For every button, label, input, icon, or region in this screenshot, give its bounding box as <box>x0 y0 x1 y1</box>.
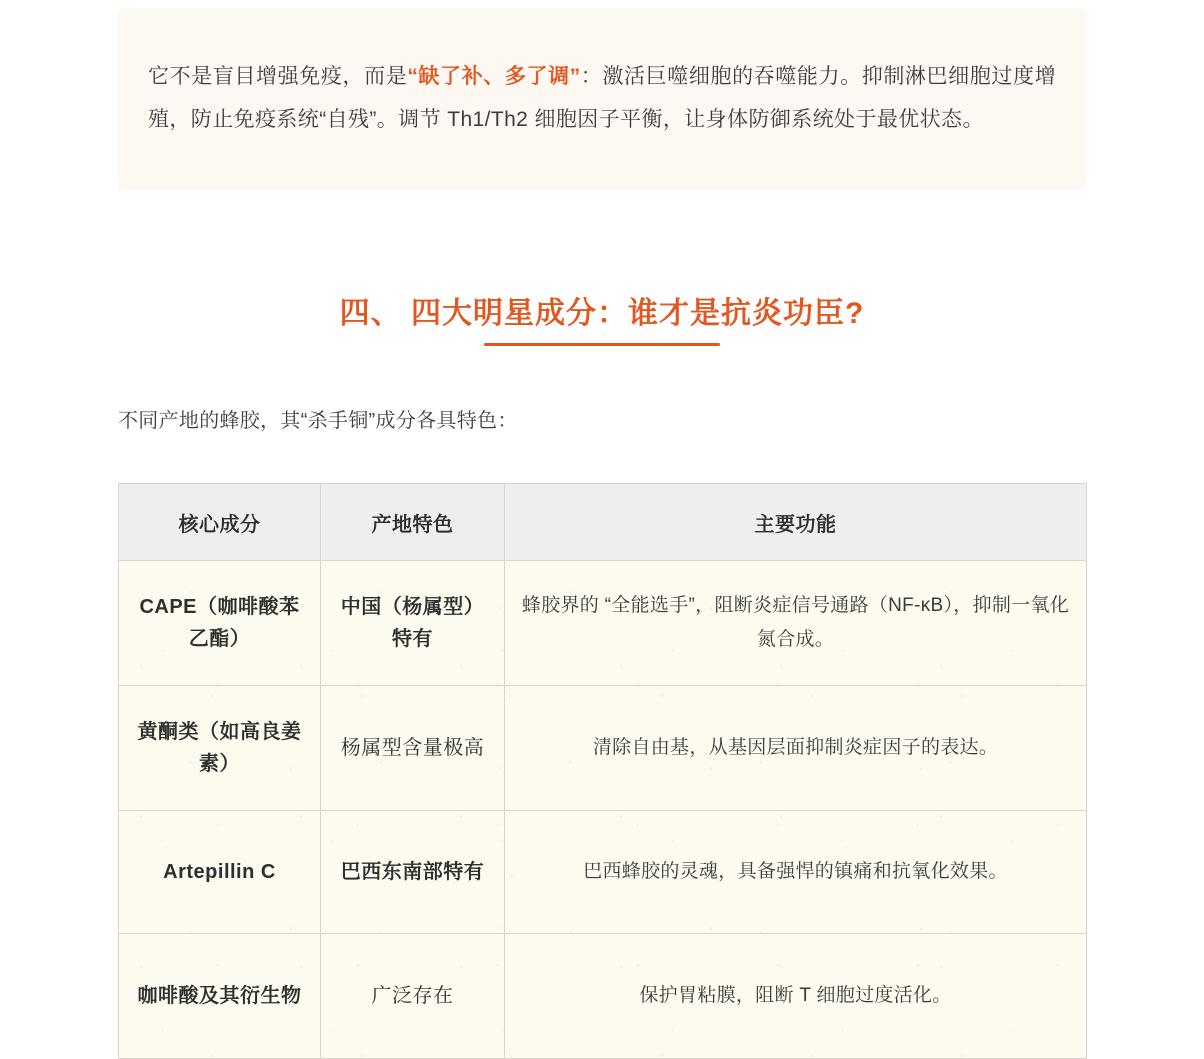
cell-function: 巴西蜂胶的灵魂，具备强悍的镇痛和抗氧化效果。 <box>505 811 1087 934</box>
column-header-function: 主要功能 <box>505 484 1087 561</box>
section-heading-underline <box>484 343 720 346</box>
intro-paragraph <box>148 55 1056 141</box>
intro-callout <box>118 8 1086 190</box>
table-body <box>119 561 1087 1059</box>
cell-origin: 中国（杨属型）特有 <box>321 561 505 686</box>
intro-highlight-phrase: “缺了补、多了调” <box>407 65 581 88</box>
column-header-core-ingredient: 核心成分 <box>119 484 321 561</box>
table-row <box>119 561 1087 686</box>
cell-function: 清除自由基，从基因层面抑制炎症因子的表达。 <box>505 686 1087 811</box>
cell-origin: 杨属型含量极高 <box>321 686 505 811</box>
section-heading <box>0 288 1204 346</box>
cell-core-ingredient: 咖啡酸及其衍生物 <box>119 934 321 1059</box>
intro-text-part-2: ：激活巨噬细胞的吞噬能力。抑制淋巴细胞过度增殖，防止免疫系统“自残”。调节 Th1/Th2 细胞因子平衡，让身体防御系统处于最优状态。 <box>148 65 1056 131</box>
table-header <box>119 484 1087 561</box>
column-header-origin: 产地特色 <box>321 484 505 561</box>
ingredients-table <box>118 483 1087 1059</box>
cell-function: 保护胃粘膜，阻断 T 细胞过度活化。 <box>505 934 1087 1059</box>
cell-core-ingredient: CAPE（咖啡酸苯乙酯） <box>119 561 321 686</box>
table-row <box>119 686 1087 811</box>
table-row <box>119 934 1087 1059</box>
cell-origin: 巴西东南部特有 <box>321 811 505 934</box>
lead-paragraph: 不同产地的蜂胶，其“杀手铜”成分各具特色： <box>118 410 518 432</box>
cell-origin: 广泛存在 <box>321 934 505 1059</box>
table-header-row <box>119 484 1087 561</box>
cell-function: 蜂胶界的 “全能选手”，阻断炎症信号通路（NF-κB），抑制一氧化氮合成。 <box>505 561 1087 686</box>
ingredients-table-wrapper <box>118 483 1086 1059</box>
section-heading-text: 四、 四大明星成分：谁才是抗炎功臣? <box>339 297 865 330</box>
table-row <box>119 811 1087 934</box>
cell-core-ingredient: 黄酮类（如高良姜素） <box>119 686 321 811</box>
intro-text-part-1: 它不是盲目增强免疫，而是 <box>148 65 408 88</box>
cell-core-ingredient: Artepillin C <box>119 811 321 934</box>
